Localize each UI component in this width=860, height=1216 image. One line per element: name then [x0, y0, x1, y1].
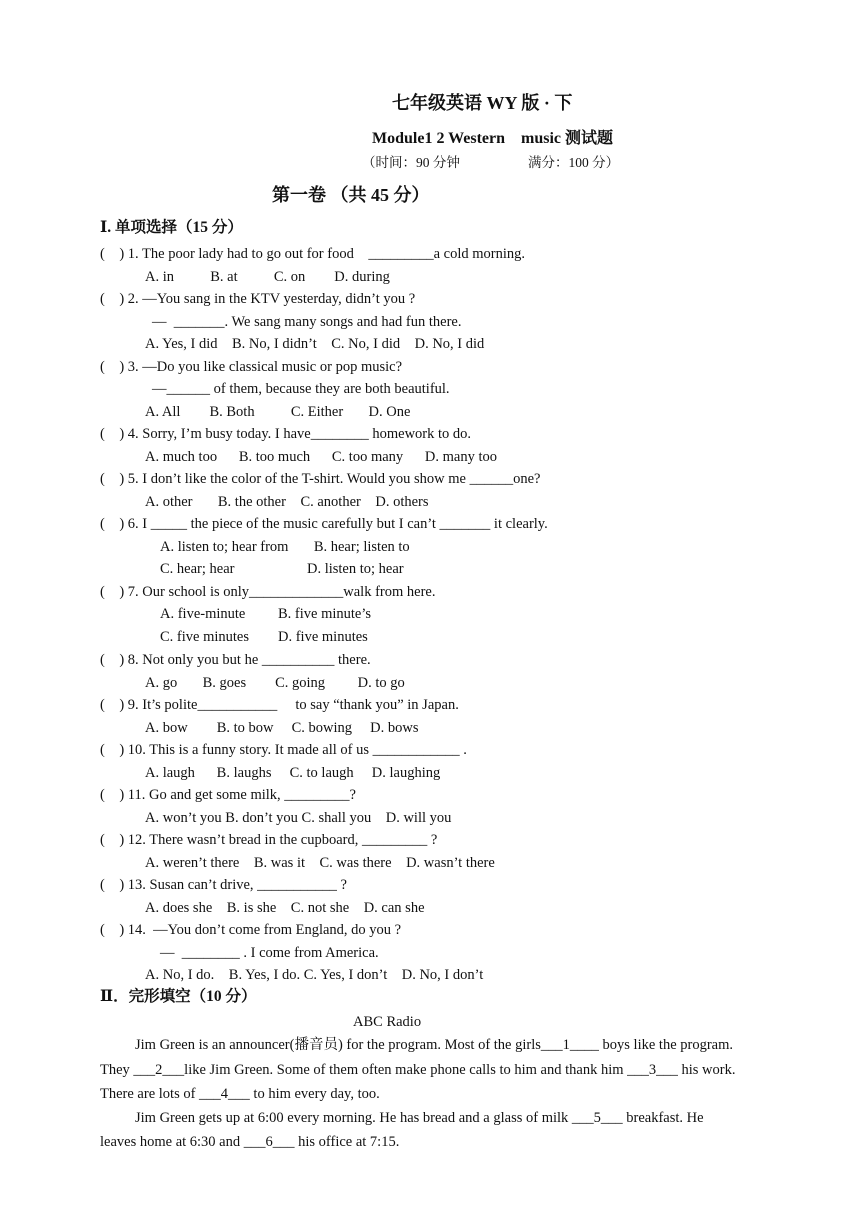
- option-line: A. does she B. is she C. not she D. can she: [145, 900, 425, 916]
- question-line: ( ) 5. I don’t like the color of the T-shirt. Would you show me ______one?: [100, 471, 541, 487]
- question-line: ( ) 2. —You sang in the KTV yesterday, didn’t you ?: [100, 291, 416, 307]
- option-line: A. bow B. to bow C. bowing D. bows: [145, 720, 419, 736]
- passage-line: There are lots of ___4___ to him every day, too.: [100, 1086, 380, 1102]
- option-line: A. go B. goes C. going D. to go: [145, 675, 405, 691]
- passage-line: They ___2___like Jim Green. Some of them often make phone calls to him and thank him ___3___ his work.: [100, 1062, 736, 1078]
- volume-heading: 第一卷 （共 45 分）: [272, 185, 430, 205]
- option-line: A. five-minute B. five minute’s: [160, 606, 372, 622]
- answer-line: — _______. We sang many songs and had fun there.: [152, 314, 462, 330]
- question-line: ( ) 8. Not only you but he __________ there.: [100, 652, 371, 668]
- time-limit: （时间：90 分钟: [362, 155, 460, 170]
- question-line: ( ) 14. —You don’t come from England, do you ?: [100, 922, 402, 938]
- question-line: ( ) 4. Sorry, I’m busy today. I have________ homework to do.: [100, 426, 472, 442]
- option-line: A. No, I do. B. Yes, I do. C. Yes, I don’t D. No, I don’t: [145, 967, 484, 983]
- question-line: ( ) 1. The poor lady had to go out for food _________a cold morning.: [100, 246, 525, 262]
- answer-line: —______ of them, because they are both beautiful.: [152, 381, 450, 397]
- passage-line: Jim Green gets up at 6:00 every morning. He has bread and a glass of milk ___5___ breakfast. He: [135, 1110, 704, 1126]
- passage-title: ABC Radio: [353, 1014, 422, 1030]
- question-line: ( ) 10. This is a funny story. It made all of us ____________ .: [100, 742, 467, 758]
- section-heading: Ⅰ. 单项选择（15 分）: [100, 219, 243, 236]
- question-line: ( ) 6. I _____ the piece of the music carefully but I can’t _______ it clearly.: [100, 516, 548, 532]
- option-line: C. hear; hear D. listen to; hear: [160, 561, 404, 577]
- option-line: A. won’t you B. don’t you C. shall you D. will you: [145, 810, 452, 826]
- option-line: A. All B. Both C. Either D. One: [145, 404, 411, 420]
- question-line: ( ) 12. There wasn’t bread in the cupboard, _________ ?: [100, 832, 438, 848]
- option-line: A. listen to; hear from B. hear; listen to: [160, 539, 410, 555]
- option-line: A. much too B. too much C. too many D. many too: [145, 449, 498, 465]
- question-line: ( ) 7. Our school is only_____________walk from here.: [100, 584, 436, 600]
- passage-line: Jim Green is an announcer(播音员) for the program. Most of the girls___1____ boys like the program.: [135, 1037, 733, 1053]
- option-line: A. Yes, I did B. No, I didn’t C. No, I did D. No, I did: [145, 336, 485, 352]
- option-line: A. in B. at C. on D. during: [145, 269, 390, 285]
- page-subtitle: Module1 2 Western music 测试题: [372, 130, 614, 147]
- section-heading: Ⅱ．完形填空（10 分）: [100, 988, 257, 1005]
- page-title: 七年级英语 WY 版 · 下: [392, 93, 573, 113]
- question-line: ( ) 13. Susan can’t drive, ___________ ?: [100, 877, 347, 893]
- option-line: C. five minutes D. five minutes: [160, 629, 368, 645]
- passage-line: leaves home at 6:30 and ___6___ his office at 7:15.: [100, 1134, 400, 1150]
- option-line: A. other B. the other C. another D. others: [145, 494, 429, 510]
- question-line: ( ) 3. —Do you like classical music or pop music?: [100, 359, 403, 375]
- answer-line: — ________ . I come from America.: [160, 945, 379, 961]
- option-line: A. laugh B. laughs C. to laugh D. laughing: [145, 765, 441, 781]
- question-line: ( ) 9. It’s polite___________ to say “thank you” in Japan.: [100, 697, 459, 713]
- total-score: 满分：100 分）: [528, 155, 620, 170]
- option-line: A. weren’t there B. was it C. was there D. wasn’t there: [145, 855, 495, 871]
- question-line: ( ) 11. Go and get some milk, _________?: [100, 787, 356, 803]
